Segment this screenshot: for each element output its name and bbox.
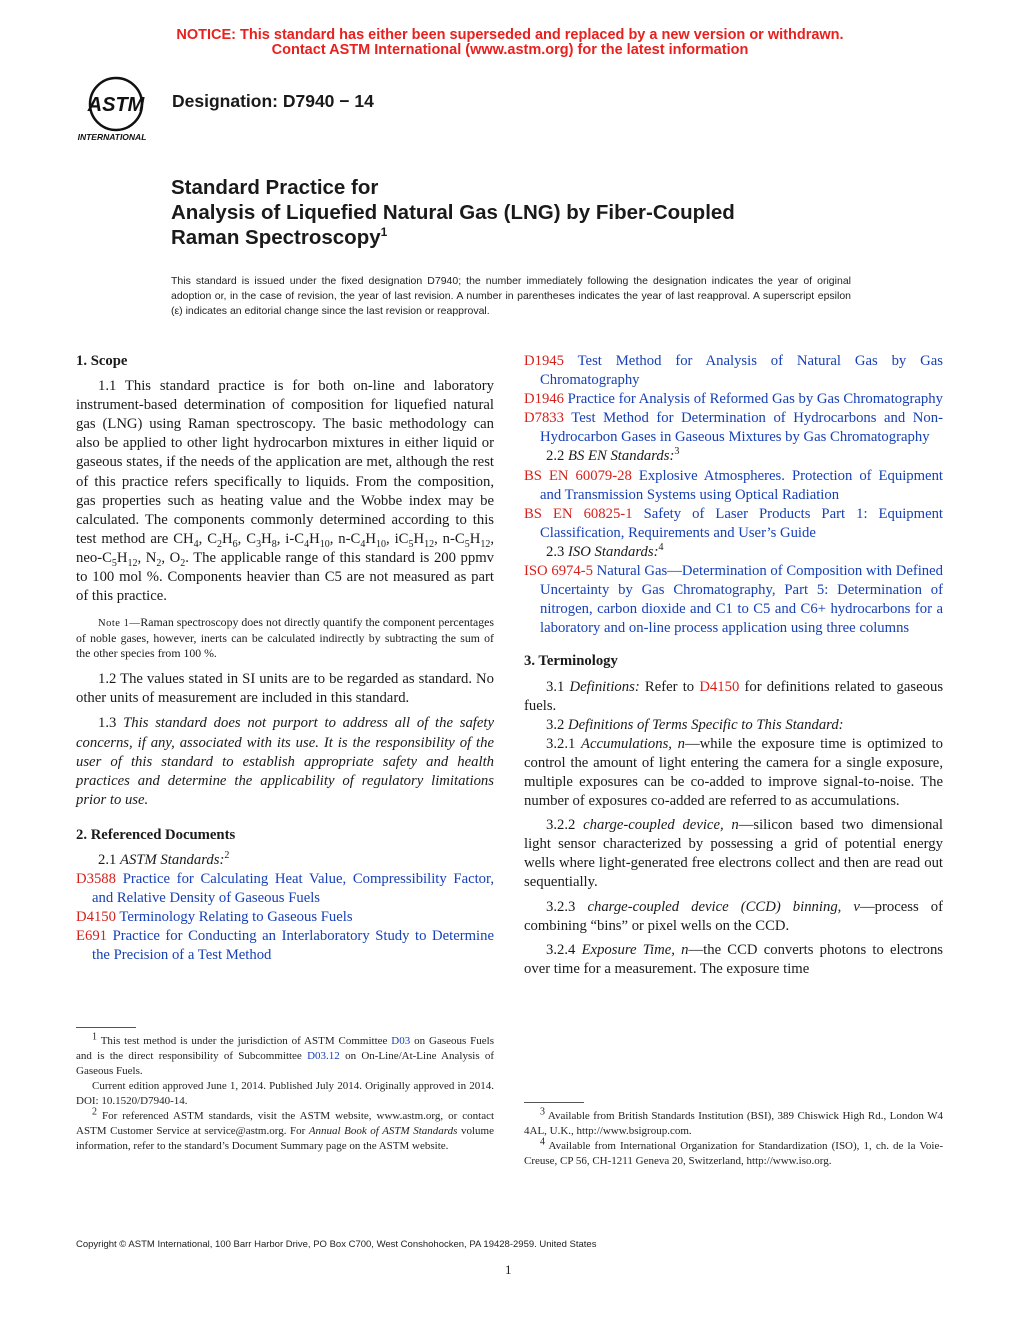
ref-d3588[interactable] xyxy=(76,870,494,908)
p3-2-1-term: Accumulations, n xyxy=(581,735,685,752)
footnote-rule xyxy=(76,1027,136,1028)
p3-2-3-num: 3.2.3 xyxy=(546,898,576,915)
ref-code[interactable]: D3588 xyxy=(76,871,116,888)
p3-2-4-num: 3.2.4 xyxy=(546,941,576,958)
note-1 xyxy=(76,615,494,661)
footnote-2: $^2$ For referenced ASTM standards, visit the ASTM website, www.astm.org, or contact ASTM Customer Service at service@astm.org. For Annual Book of ASTM Standards volume information, refer to the standard’s Document Summary page on the ASTM website. xyxy=(76,1106,495,1152)
paragraph-1-2: 1.2 The values stated in SI units are to be regarded as standard. No other units of measurement are included in this standard. xyxy=(76,671,494,707)
ref-title[interactable]: Practice for Conducting an Interlaboratory Study to Determine the Precision of a Test Method xyxy=(92,928,494,964)
paragraph-1-1: 1.1 This standard practice is for both on-line and laboratory instrument-based determination of composition for liquefied natural gas (LNG) using Raman spectroscopy. The basic methodology can also be applied to other light hydrocarbon mixtures in either liquid or gaseous states, if the needs of the application are met, although the rest of this practice refers specifically to liquids. From the composition, gas properties such as heating value and the Wobbe index may be calculated. The components commonly determined according to this test method are $CH_4$, $C_2H_6$, $C_3H_8$, $i-C_4H_{10}$, $n-C_4H_{10}$, $iC_5H_{12}$, $n-C_5H_{12}$, neo-$C_5H_{12}$, $N_2$, $O_2$. The applicable range of this standard is 200 ppmv to 100 mol %. Components heavier than C5 are not measured as part of this practice. xyxy=(76,378,494,605)
p3-2-3-text: —process of combining “bins” or pixel wells on the CCD. xyxy=(524,898,943,934)
notice-line-2: Contact ASTM International (www.astm.org) for the latest information xyxy=(271,42,749,58)
p2-3-text: ISO Standards: xyxy=(568,543,659,560)
d4150-link[interactable]: D4150 xyxy=(699,678,740,695)
refdocs-heading: 2. Referenced Documents xyxy=(76,826,236,843)
ref-bs-en-60079-28[interactable] xyxy=(524,467,943,505)
paragraph-2-1 xyxy=(76,851,494,870)
paragraph-3-2-4 xyxy=(524,941,943,979)
ref-title[interactable]: Safety of Laser Products Part 1: Equipment Classification, Requirements and User’s Guide xyxy=(540,505,944,541)
right-footnotes xyxy=(524,1106,943,1169)
fn2-italic: Annual Book of ASTM Standards xyxy=(308,1125,458,1137)
ref-d7833[interactable] xyxy=(524,409,943,447)
subcommittee-link[interactable]: D03.12 xyxy=(307,1050,340,1062)
paragraph-2-3 xyxy=(524,543,943,562)
footnote-4: $^4$ Available from International Organization for Standardization (ISO), 1, ch. de la Voie-Creuse, CP 56, CH-1211 Geneva 20, Switzerland, http://www.iso.org. xyxy=(524,1136,943,1167)
ref-code[interactable]: D7833 xyxy=(524,410,564,427)
p3-2-4-term: Exposure Time, n xyxy=(581,941,689,958)
footnote-1: $^1$ This test method is under the jurisdiction of ASTM Committee D03 on Gaseous Fuels and is the direct responsibility of Subcommittee D03.12 on On-Line/At-Line Analysis of Gaseous Fuels. xyxy=(76,1031,495,1077)
logo-text: ASTM xyxy=(87,94,145,116)
p2-2-text: BS EN Standards: xyxy=(568,448,675,465)
page-number: 1 xyxy=(505,1262,512,1277)
terminology-heading: 3. Terminology xyxy=(524,653,618,670)
paragraph-3-2-2 xyxy=(524,816,943,892)
note-1-label: Note 1— xyxy=(98,618,141,630)
ref-title[interactable]: Test Method for Determination of Hydrocarbons and Non-Hydrocarbon Gases in Gaseous Mixtures by Gas Chromatography xyxy=(540,410,943,446)
committee-link[interactable]: D03 xyxy=(391,1035,411,1047)
fn3-text: Available from British Standards Institution (BSI), 389 Chiswick High Rd., London W4 4AL, U.K., http://www.bsigroup.com. xyxy=(524,1110,943,1137)
p3-2-2-text: —silicon based two dimensional light sensor characterized by possessing a grid of potential energy wells where light-generated free electrons collect and then are read out sequentially. xyxy=(524,817,944,891)
paragraph-3-2 xyxy=(524,716,943,735)
p2-1-text: ASTM Standards: xyxy=(120,851,225,868)
footnote-3: $^3$ Available from British Standards Institution (BSI), 389 Chiswick High Rd., London W4 4AL, U.K., http://www.bsigroup.com. xyxy=(524,1106,943,1137)
ref-code[interactable]: E691 xyxy=(76,928,108,945)
p3-2-1-text: —while the exposure time is optimized to control the amount of light entering the camera for a single exposure, multiple exposures can be co-added to improve signal-to-noise. The number of exposures co-added are referred to as accumulations. xyxy=(524,735,944,810)
paragraph-1-3 xyxy=(76,714,494,809)
p2-1-sup: 2 xyxy=(224,850,230,862)
p1-3-text: This standard does not purport to address all of the safety concerns, if any, associated with its use. It is the responsibility of the user of this standard to establish appropriate safety and health practices and determine the applicability of regulatory limitations prior to use. xyxy=(76,715,495,808)
fn4-text: Available from International Organization for Standardization (ISO), 1, ch. de la Voie-Creuse, CP 56, CH-1211 Geneva 20, Switzerland, http://www.iso.org. xyxy=(524,1140,943,1167)
intro-paragraph: This standard is issued under the fixed designation D7940; the number immediately following the designation indicates the year of original adoption or, in the case of revision, the year of last revision. A number in parentheses indicates the year of last reapproval. A superscript epsilon (ε) indicates an editorial change since the last revision or reapproval. xyxy=(171,275,851,317)
p2-3-sup: 4 xyxy=(658,542,664,554)
ref-code[interactable]: D1946 xyxy=(524,391,564,408)
p3-1-label: Definitions: xyxy=(569,678,640,695)
ref-code[interactable]: D1945 xyxy=(524,353,564,369)
ref-title[interactable]: Practice for Calculating Heat Value, Compressibility Factor, and Relative Density of Gaseous Fuels xyxy=(92,871,495,907)
p3-1-num: 3.1 xyxy=(546,678,565,695)
title-line-2: Analysis of Liquefied Natural Gas (LNG) by Fiber-Coupled xyxy=(171,201,735,224)
scope-heading: 1. Scope xyxy=(76,353,128,369)
p2-1-num: 2.1 xyxy=(98,851,117,868)
ref-title[interactable]: Test Method for Analysis of Natural Gas by Gas Chromatography xyxy=(540,353,943,389)
left-footnotes xyxy=(76,1031,495,1154)
p3-1-pre: Refer to xyxy=(644,678,695,695)
paragraph-3-2-1 xyxy=(524,735,943,811)
p1-1-text: 1.1 This standard practice is for both on-line and laboratory instrument-based determination of composition for liquefied natural gas (LNG) using Raman spectroscopy. The basic methodology can also be applied to other light hydrocarbon mixtures in either liquid or gaseous states, if the needs of the application are met, although the rest of this practice refers specifically to liquids. From the composition, gas properties such as heating value and the Wobbe index may be calculated. The components commonly determined according to this test method are CH xyxy=(76,378,494,547)
fn2-a: For referenced ASTM standards, visit the ASTM website, www.astm.org, or contact ASTM Customer Service at service@astm.org. For xyxy=(76,1110,495,1137)
paragraph-3-2-3 xyxy=(524,898,943,936)
paragraph-2-2 xyxy=(524,447,943,466)
document-title xyxy=(171,175,891,250)
right-column xyxy=(524,352,943,979)
p3-2-3-term: charge-coupled device (CCD) binning, v xyxy=(587,898,860,915)
p1-1-text-b: The applicable range of this standard is 200 ppmv to 100 mol %. Components heavier than C5 are not measured as part of this practice. xyxy=(76,549,494,605)
p3-2-1-num: 3.2.1 xyxy=(546,735,576,752)
ref-iso-6974-5[interactable] xyxy=(524,562,943,638)
designation: Designation: D7940 − 14 xyxy=(172,91,374,111)
p2-2-num: 2.2 xyxy=(546,448,565,465)
ref-code[interactable]: BS EN 60825-1 xyxy=(524,505,633,522)
ref-code[interactable]: BS EN 60079-28 xyxy=(524,467,632,484)
fn1-a: This test method is under the jurisdiction of ASTM Committee xyxy=(100,1035,388,1047)
ref-title[interactable]: Explosive Atmospheres. Protection of Equipment and Transmission Systems using Optical Radiation xyxy=(540,467,943,503)
ref-d1946[interactable] xyxy=(524,390,943,409)
ref-title[interactable]: Terminology Relating to Gaseous Fuels xyxy=(119,909,353,926)
fn1-b: on Gaseous Fuels and is the direct responsibility of Subcommittee xyxy=(76,1035,494,1062)
p3-2-4-text: —the CCD converts photons to electrons over time for a measurement. The exposure time xyxy=(524,941,944,977)
p3-2-num: 3.2 xyxy=(546,716,565,733)
paragraph-3-1 xyxy=(524,678,943,716)
p2-2-sup: 3 xyxy=(674,446,680,458)
footnote-rule-right xyxy=(524,1102,584,1103)
ref-title[interactable]: Natural Gas—Determination of Composition with Defined Uncertainty by Gas Chromatography, Part 5: Determination of nitrogen, carbon dioxide and C1 to C5 and C6+ hydrocarbons for a laboratory and on-line process application using three columns xyxy=(540,563,944,637)
p3-2-2-num: 3.2.2 xyxy=(546,817,576,834)
title-footnote-mark: 1 xyxy=(380,225,388,240)
p1-3-num: 1.3 xyxy=(98,715,117,732)
copyright-footer: Copyright © ASTM International, 100 Barr Harbor Drive, PO Box C700, West Conshohocken, PA 19428-2959. United States xyxy=(76,1239,597,1250)
note-1-text: Raman spectroscopy does not directly quantify the component percentages of noble gases, however, inerts can be calculated indirectly by subtracting the sum of the other species from 100 %. xyxy=(76,615,494,661)
fn2-b: volume information, refer to the standard’s Document Summary page on the ASTM website. xyxy=(76,1125,494,1152)
notice-line-1: NOTICE: This standard has either been superseded and replaced by a new version or withdrawn. xyxy=(176,27,844,43)
fn1-c: on On-Line/At-Line Analysis of Gaseous Fuels. xyxy=(76,1050,495,1077)
ref-title[interactable]: Practice for Analysis of Reformed Gas by Gas Chromatography xyxy=(567,391,943,408)
p3-1-post: for definitions related to gaseous fuels. xyxy=(524,678,944,714)
astm-logo xyxy=(74,74,164,146)
ref-e691[interactable] xyxy=(76,927,494,965)
left-column xyxy=(76,352,494,966)
title-line-1: Standard Practice for xyxy=(171,176,379,199)
ref-code[interactable]: ISO 6974-5 xyxy=(524,563,593,580)
ref-d4150[interactable] xyxy=(76,908,494,927)
ref-bs-en-60825-1[interactable] xyxy=(524,505,943,543)
p3-2-text: Definitions of Terms Specific to This Standard: xyxy=(568,716,844,733)
ref-d1945[interactable] xyxy=(524,352,943,390)
ref-code[interactable]: D4150 xyxy=(76,909,116,926)
footnote-1-edition: Current edition approved June 1, 2014. Published July 2014. Originally approved in 2014. DOI: 10.1520/D7940-14. xyxy=(76,1080,494,1107)
logo-subtext: INTERNATIONAL xyxy=(77,132,147,142)
p2-3-num: 2.3 xyxy=(546,543,565,560)
p3-2-2-term: charge-coupled device, n xyxy=(583,817,739,834)
title-line-3: Raman Spectroscopy xyxy=(171,226,381,249)
